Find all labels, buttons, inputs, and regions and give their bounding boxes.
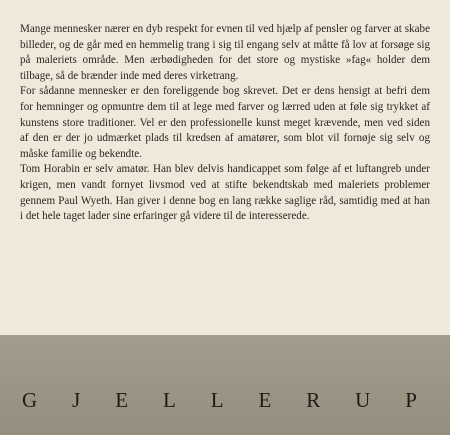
publisher-letter: U [355, 388, 371, 412]
publisher-letter: E [258, 388, 272, 412]
publisher-letter: L [210, 388, 224, 412]
publisher-letter: R [306, 388, 321, 412]
blurb-paragraph-3: Tom Horabin er selv amatør. Han blev delvis handicappet som følge af et luftangreb under krigen, men vandt fornyet livsmod ved at stifte bekendtskab med maleriets problemer gennem Paul Wyeth. Han giver i denne bog en lang række saglige råd, samtidig med at han i det hele taget lader sine erfaringer gå videre til de interesserede. [20, 163, 430, 223]
blurb-text [20, 22, 430, 225]
blurb-paragraph-2: For sådanne mennesker er den foreliggende bog skrevet. Det er dens hensigt at befri dem for hemninger og opmuntre dem til at lege med farver og lærred uden at føle sig trykket af kunstens store traditioner. Vel er den professionelle kunst meget krævende, men ved siden af den er der jo udmærket plads til kredsen af amatører, som blot vil fornøje sig selv og måske familie og bekendte. [20, 85, 430, 160]
publisher-letter: J [72, 388, 81, 412]
publisher-letter: E [115, 388, 129, 412]
publisher-letter: L [162, 388, 176, 412]
publisher-letter: P [405, 388, 417, 412]
blurb-paragraph-1: Mange mennesker nærer en dyb respekt for evnen til ved hjælp af pensler og farver at skabe billeder, og de går med en hemmelig trang i sig til engang selv at måtte få lov at forsøge sig på maleriets område. Men ærbødigheden for det store og mystiske »fag« holder dem tilbage, så de brænder inde med deres virketrang. [20, 23, 430, 82]
publisher-name [0, 385, 450, 415]
publisher-letter: G [22, 388, 38, 412]
